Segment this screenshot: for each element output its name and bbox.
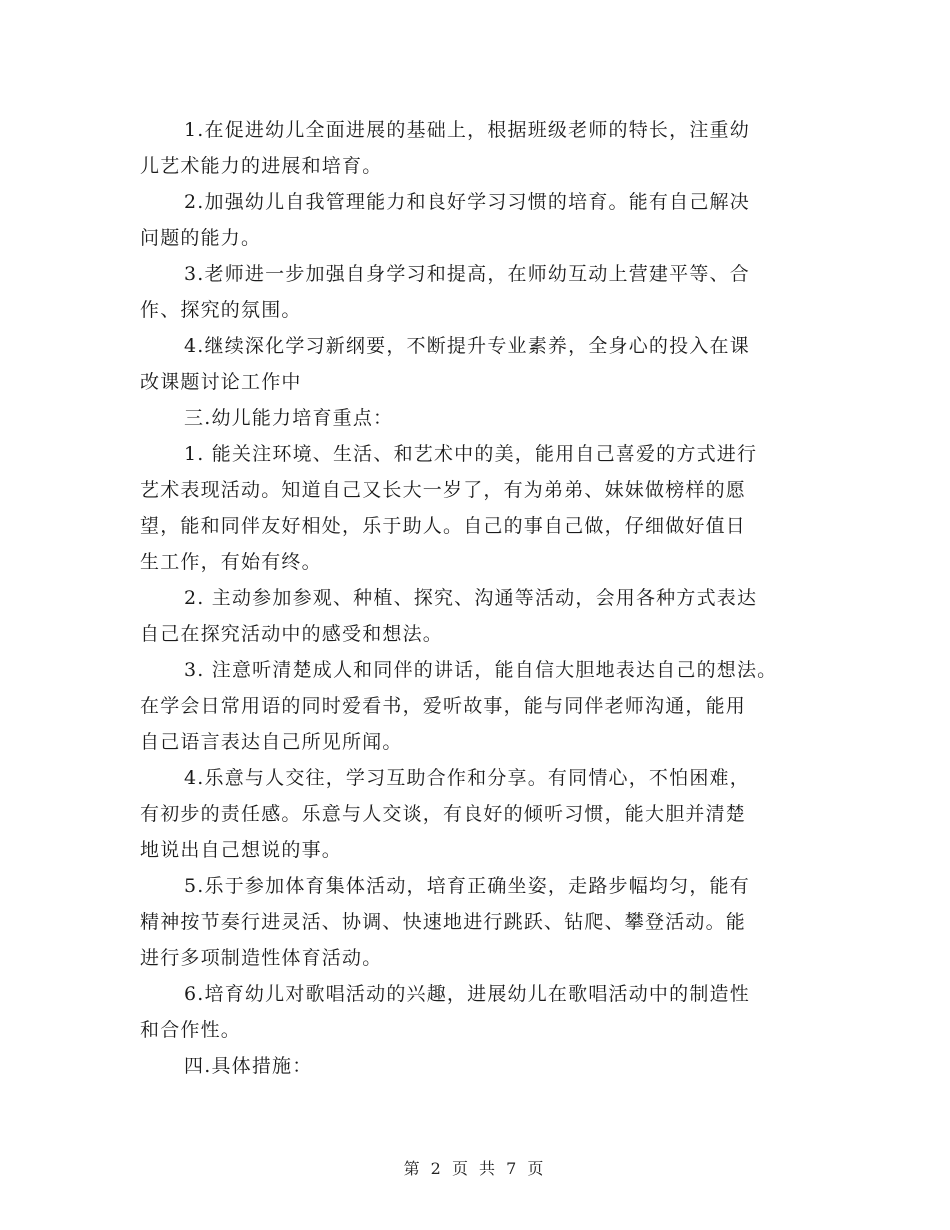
paragraph: [140, 1048, 820, 1084]
paragraph-first-line: 4.继续深化学习新纲要，不断提升专业素养，全身心的投入在课: [184, 335, 750, 357]
paragraph-first-line: 四.具体措施：: [184, 1055, 313, 1077]
paragraph: [140, 760, 820, 868]
paragraph-line: 作、探究的氛围。: [140, 299, 302, 321]
paragraph-line: 儿艺术能力的进展和培育。: [140, 155, 383, 177]
paragraph: [140, 328, 820, 400]
paragraph: [140, 184, 820, 256]
paragraph: [140, 976, 820, 1048]
paragraph-line: 在学会日常用语的同时爱看书，爱听故事，能与同伴老师沟通，能用: [140, 695, 747, 717]
paragraph-line: 望，能和同伴友好相处，乐于助人。自己的事自己做，仔细做好值日: [140, 515, 747, 537]
paragraph-line: 问题的能力。: [140, 227, 262, 249]
page-footer: 第 2 页 共 7 页: [403, 1159, 547, 1178]
paragraph-line: 生工作，有始有终。: [140, 551, 322, 573]
paragraph-line: 自己在探究活动中的感受和想法。: [140, 623, 444, 645]
paragraph: [140, 868, 820, 976]
paragraph-first-line: 4.乐意与人交往，学习互助合作和分享。有同情心，不怕困难，: [184, 767, 750, 789]
paragraph-line: 地说出自己想说的事。: [140, 839, 343, 861]
paragraph-first-line: 3. 注意听清楚成人和同伴的讲话，能自信大胆地表达自己的想法。: [184, 659, 778, 681]
paragraph-line: 有初步的责任感。乐意与人交谈，有良好的倾听习惯，能大胆并清楚: [140, 803, 747, 825]
paragraph: [140, 112, 820, 184]
paragraph-line: 进行多项制造性体育活动。: [140, 947, 383, 969]
paragraph: [140, 400, 820, 436]
paragraph-first-line: 1.在促进幼儿全面进展的基础上，根据班级老师的特长，注重幼: [184, 119, 750, 141]
paragraph-first-line: 2. 主动参加参观、种植、探究、沟通等活动，会用各种方式表达: [184, 587, 758, 609]
paragraph: [140, 580, 820, 652]
document-body: [140, 112, 820, 1084]
paragraph-line: 精神按节奏行进灵活、协调、快速地进行跳跃、钻爬、攀登活动。能: [140, 911, 747, 933]
paragraph: [140, 436, 820, 580]
paragraph-line: 和合作性。: [140, 1019, 242, 1041]
paragraph-first-line: 5.乐于参加体育集体活动，培育正确坐姿，走路步幅均匀，能有: [184, 875, 750, 897]
paragraph-first-line: 3.老师进一步加强自身学习和提高，在师幼互动上营建平等、合: [184, 263, 750, 285]
paragraph-line: 艺术表现活动。知道自己又长大一岁了，有为弟弟、妹妹做榜样的愿: [140, 479, 747, 501]
paragraph-first-line: 三.幼儿能力培育重点：: [184, 407, 394, 429]
paragraph-first-line: 6.培育幼儿对歌唱活动的兴趣，进展幼儿在歌唱活动中的制造性: [184, 983, 750, 1005]
paragraph-line: 改课题讨论工作中: [140, 371, 302, 393]
paragraph: [140, 652, 820, 760]
paragraph-line: 自己语言表达自己所见所闻。: [140, 731, 403, 753]
paragraph-first-line: 2.加强幼儿自我管理能力和良好学习习惯的培育。能有自己解决: [184, 191, 750, 213]
paragraph: [140, 256, 820, 328]
paragraph-first-line: 1. 能关注环境、生活、和艺术中的美，能用自己喜爱的方式进行: [184, 443, 758, 465]
